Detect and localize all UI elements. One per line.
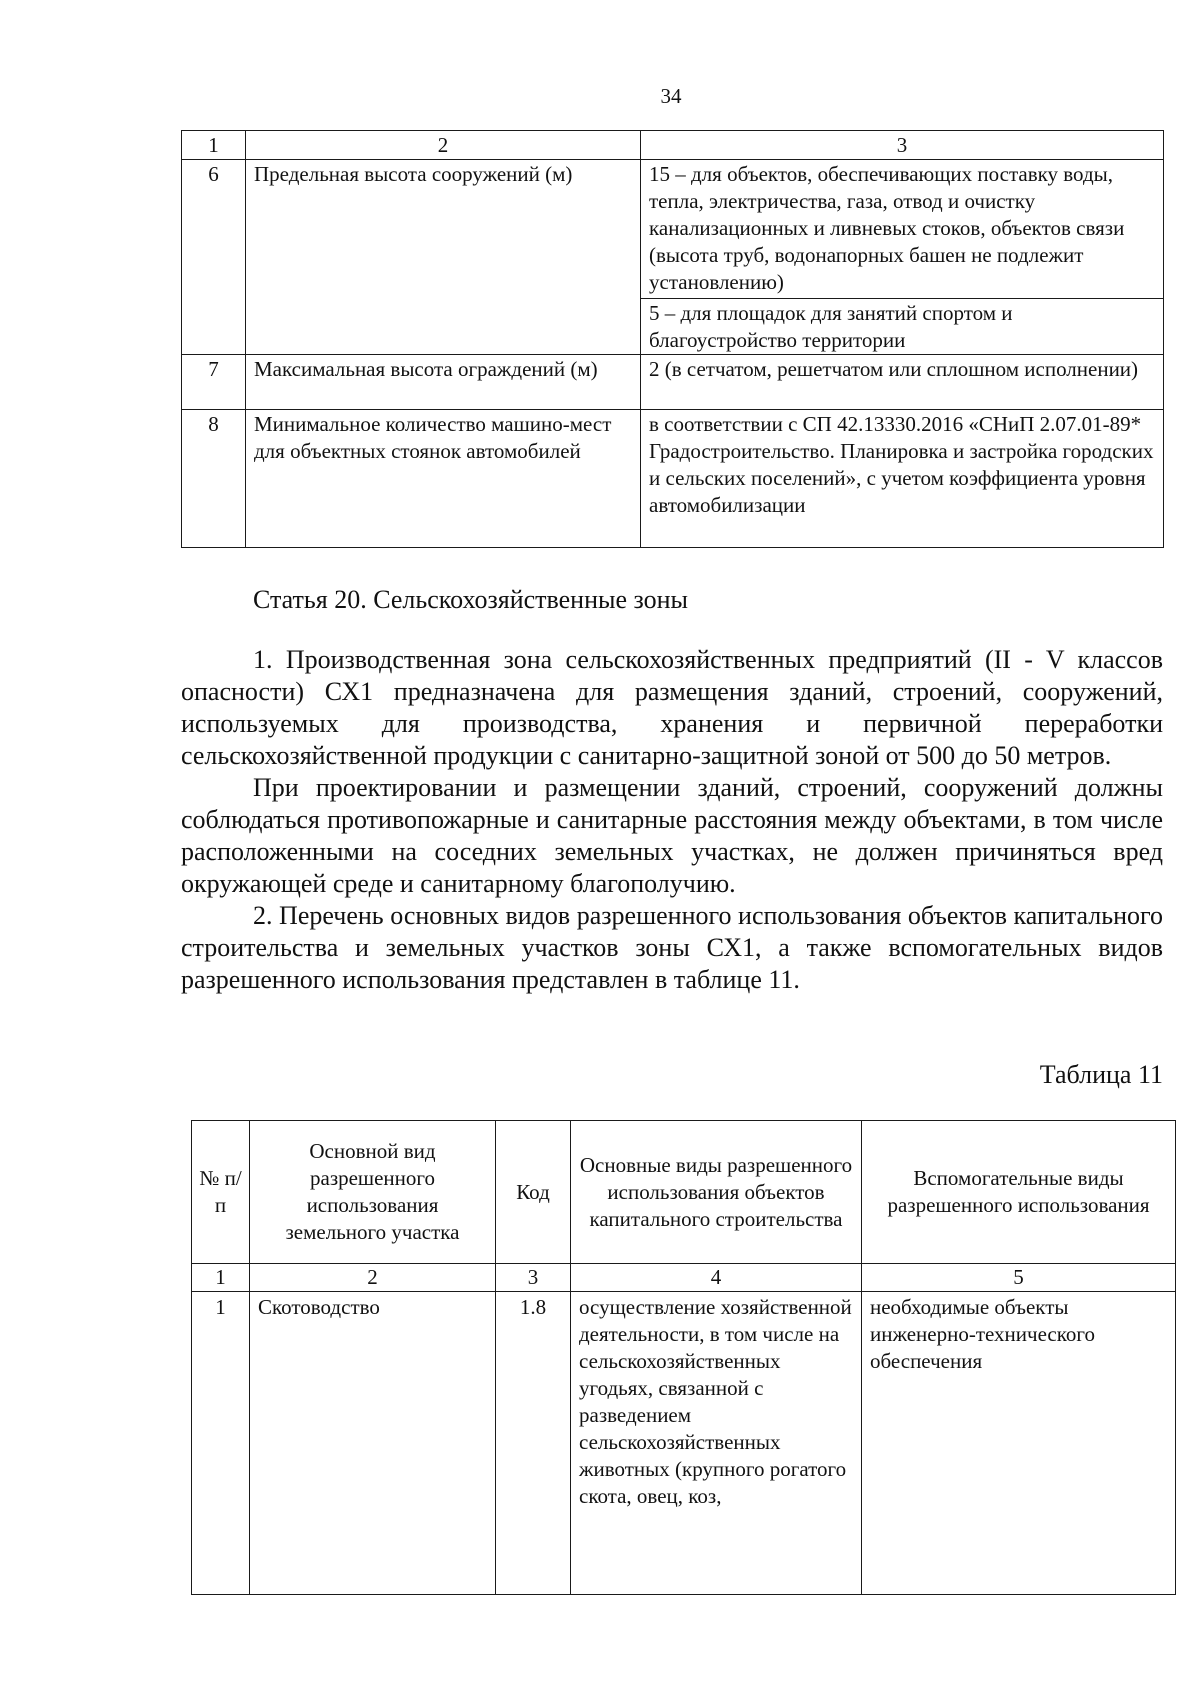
paragraph: 2. Перечень основных видов разрешенного использования объектов капитального строительства и земельных участков зоны СХ1, а также вспомогательных видов разрешенного использования представлен в таблице 11. bbox=[181, 901, 1163, 994]
column-number: 2 bbox=[250, 1264, 496, 1292]
paragraph: При проектировании и размещении зданий, строений, сооружений должны соблюдаться противопожарные и санитарные расстояния между объектами, в том числе расположенными на соседних земельных участках, не должен причиняться вред окружающей среде и санитарному благополучию. bbox=[181, 773, 1163, 898]
article-heading: Статья 20. Сельскохозяйственные зоны bbox=[253, 585, 689, 614]
column-number: 4 bbox=[571, 1264, 862, 1292]
paragraph: 1. Производственная зона сельскохозяйственных предприятий (II - V классов опасности) СХ1 предназначена для размещения зданий, строений, сооружений, используемых для производства, хранения и первичной переработки сельскохозяйственной продукции с санитарно-защитной зоной от 500 до 50 метров. bbox=[181, 645, 1163, 770]
column-number: 3 bbox=[496, 1264, 571, 1292]
main-use: осуществление хозяйственной деятельности, в том числе на сельскохозяйственных угодьях, связанной с разведением сельскохозяйственных животных (крупного рогатого скота, овец, коз, bbox=[571, 1292, 862, 1595]
column-number: 3 bbox=[641, 131, 1164, 160]
table-header-row bbox=[182, 131, 1164, 160]
row-number: 7 bbox=[182, 355, 246, 410]
row-number: 1 bbox=[192, 1292, 250, 1595]
table-row bbox=[192, 1292, 1176, 1595]
table-row bbox=[182, 355, 1164, 410]
parameter-value: в соответствии с СП 42.13330.2016 «СНиП 2.07.01-89* Градостроительство. Планировка и застройка городских и сельских поселений», с учетом коэффициента уровня автомобилизации bbox=[641, 410, 1164, 548]
column-number: 1 bbox=[192, 1264, 250, 1292]
parameter-value: 2 (в сетчатом, решетчатом или сплошном исполнении) bbox=[641, 355, 1164, 410]
column-header: № п/п bbox=[192, 1121, 250, 1264]
column-number: 5 bbox=[862, 1264, 1176, 1292]
column-header: Код bbox=[496, 1121, 571, 1264]
table-row bbox=[182, 410, 1164, 548]
table-caption: Таблица 11 bbox=[1039, 1060, 1163, 1089]
parameter-name: Предельная высота сооружений (м) bbox=[246, 160, 641, 355]
column-header: Основной вид разрешенного использования земельного участка bbox=[250, 1121, 496, 1264]
parameter-name: Минимальное количество машино-мест для объектных стоянок автомобилей bbox=[246, 410, 641, 548]
use-code: 1.8 bbox=[496, 1292, 571, 1595]
auxiliary-use: необходимые объекты инженерно-технического обеспечения bbox=[862, 1292, 1176, 1595]
parameter-name: Максимальная высота ограждений (м) bbox=[246, 355, 641, 410]
body-text bbox=[181, 644, 1163, 996]
table-zone-parameters bbox=[181, 130, 1164, 548]
row-number: 8 bbox=[182, 410, 246, 548]
column-number: 2 bbox=[246, 131, 641, 160]
table-header-row bbox=[192, 1121, 1176, 1264]
parameter-value: 5 – для площадок для занятий спортом и благоустройство территории bbox=[641, 299, 1164, 355]
table-row bbox=[182, 160, 1164, 299]
row-number: 6 bbox=[182, 160, 246, 355]
column-number: 1 bbox=[182, 131, 246, 160]
table-permitted-uses bbox=[191, 1120, 1176, 1595]
column-header: Вспомогательные виды разрешенного использования bbox=[862, 1121, 1176, 1264]
use-type: Скотоводство bbox=[250, 1292, 496, 1595]
parameter-value: 15 – для объектов, обеспечивающих поставку воды, тепла, электричества, газа, отвод и очистку канализационных и ливневых стоков, объектов связи (высота труб, водонапорных башен не подлежит установлению) bbox=[641, 160, 1164, 299]
page-number: 34 bbox=[660, 84, 682, 108]
column-numbers-row bbox=[192, 1264, 1176, 1292]
column-header: Основные виды разрешенного использования объектов капитального строительства bbox=[571, 1121, 862, 1264]
